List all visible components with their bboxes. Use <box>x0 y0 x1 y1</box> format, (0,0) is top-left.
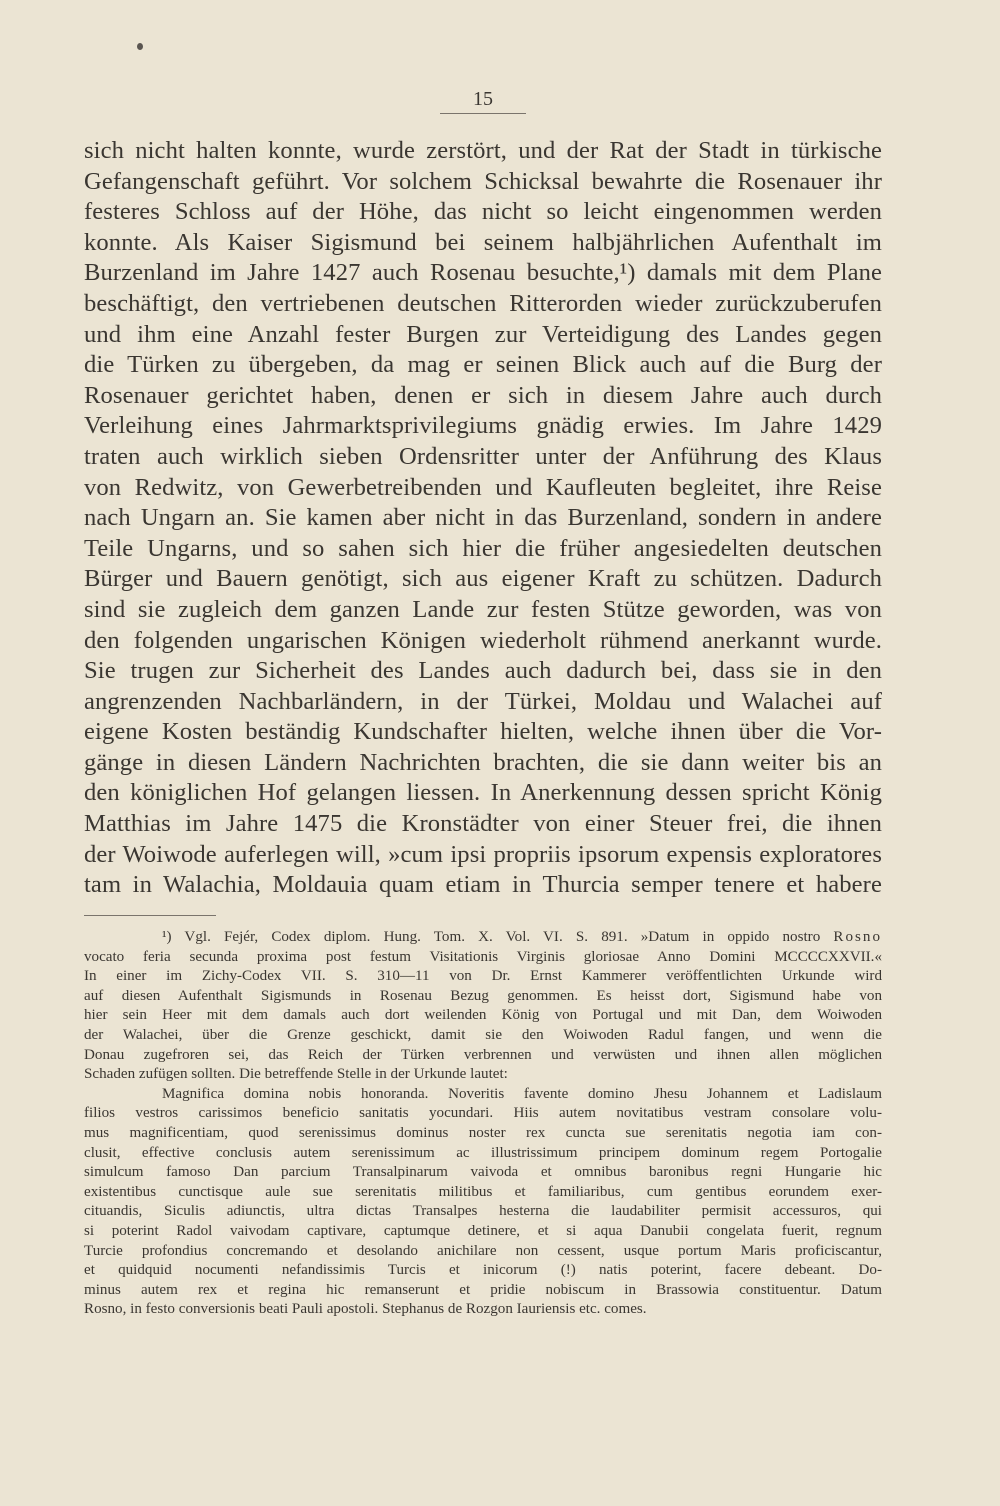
footnote-quote-line: cituandis, Siculis adiunctis, ultra dictas Transalpes hesterna die laudabiliter permisit accessuros, qui <box>84 1203 882 1220</box>
footnote-line: vocato feria secunda proxima post festum Visitationis Virginis gloriosae Anno Domini MCCCCXXVII.« <box>84 948 882 965</box>
footnote-line: auf diesen Aufenthalt Sigismunds in Rosenau Bezug genommen. Es heisst dort, Sigismund habe von <box>84 987 882 1004</box>
body-line: tam in Walachia, Moldauia quam etiam in Thurcia semper tenere et habere <box>84 871 882 899</box>
body-line: Burzenland im Jahre 1427 auch Rosenau besuchte,¹) damals mit dem Plane <box>84 259 882 287</box>
main-body-text <box>84 136 882 901</box>
footnote-text: ¹) Vgl. Fejér, Codex diplom. Hung. Tom. X. Vol. VI. S. 891. »Datum in oppido nostro <box>162 929 821 945</box>
footnote-line: In einer im Zichy-Codex VII. S. 310—11 von Dr. Ernst Kammerer veröffentlichten Urkunde wird <box>84 968 882 985</box>
body-line: sind sie zugleich dem ganzen Lande zur festen Stütze geworden, was von <box>84 595 882 623</box>
footnote-quote-line: si poterint Radol vaivodam captivare, captumque detinere, et si aqua Danubii congelata fuerit, regnum <box>84 1222 882 1239</box>
footnote-block <box>84 928 882 1320</box>
footnote-line <box>84 928 882 948</box>
footnote-line: Donau zugefroren sei, das Reich der Türken verbrennen und verwüsten und ihnen allen möglichen <box>84 1046 882 1063</box>
footnote-quote-line: filios vestros carissimos beneficio sanitatis yocundari. Hiis autem novitatibus vestram consolare volu- <box>84 1105 882 1122</box>
body-line: und ihm eine Anzahl fester Burgen zur Verteidigung des Landes gegen <box>84 320 882 348</box>
footnote-quote-line: et quidquid nocumenti nefandissimis Turcis et inicorum (!) natis poterint, facere debeant. Do- <box>84 1262 882 1279</box>
body-line: den folgenden ungarischen Königen wiederholt rühmend anerkannt wurde. <box>84 626 882 654</box>
body-line: nach Ungarn an. Sie kamen aber nicht in das Burzenland, sondern in andere <box>84 504 882 532</box>
footnote-quote-line: existentibus cunctisque aule sue serenitatis militibus et familiaribus, cum gentibus eorundem exer- <box>84 1183 882 1200</box>
body-line: konnte. Als Kaiser Sigismund bei seinem halbjährlichen Aufenthalt im <box>84 228 882 256</box>
footnote-line: der Walachei, über die Grenze geschickt, damit sie den Woiwoden Radul fangen, und wenn die <box>84 1026 882 1043</box>
body-line: die Türken zu übergeben, da mag er seinen Blick auch auf die Burg der <box>84 351 882 379</box>
body-line: Gefangenschaft geführt. Vor solchem Schicksal bewahrte die Rosenauer ihr <box>84 167 882 195</box>
footnote-quote-line: simulcum famoso Dan parcium Transalpinarum vaivoda et omnibus baronibus regni Hungarie hic <box>84 1164 882 1181</box>
body-line: Verleihung eines Jahrmarktsprivilegiums gnädig erwies. Im Jahre 1429 <box>84 412 882 440</box>
body-line: beschäftigt, den vertriebenen deutschen Ritterorden wieder zurückzuberufen <box>84 289 882 317</box>
body-line: eigene Kosten beständig Kundschafter hielten, welche ihnen über die Vor- <box>84 718 882 746</box>
body-line: den königlichen Hof gelangen liessen. In Anerkennung dessen spricht König <box>84 779 882 807</box>
footnote-line: hier sein Heer mit dem damals auch dort weilenden König von Portugal und mit Dan, dem Woiwoden <box>84 1007 882 1024</box>
body-line: festeres Schloss auf der Höhe, das nicht so leicht eingenommen werden <box>84 198 882 226</box>
footnote-quote-line: minus autem rex et regina hic remanserunt et pridie nobiscum in Brassowia constituentur. Datum <box>84 1281 882 1298</box>
footnote-spaced-word: Rosno <box>833 929 882 945</box>
body-line: Teile Ungarns, und so sahen sich hier die früher angesiedelten deutschen <box>84 534 882 562</box>
page-number: 15 <box>440 86 526 114</box>
footnote-quote-line: Magnifica domina nobis honoranda. Noveritis favente domino Jhesu Johannem et Ladislaum <box>162 1085 882 1102</box>
body-line: sich nicht halten konnte, wurde zerstört, und der Rat der Stadt in türkische <box>84 137 882 164</box>
body-line: traten auch wirklich sieben Ordensritter unter der Anführung des Klaus <box>84 442 882 470</box>
body-line: Bürger und Bauern genötigt, sich aus eigener Kraft zu schützen. Dadurch <box>84 565 882 593</box>
footnote-quote-line: Rosno, in festo conversionis beati Pauli apostoli. Stephanus de Rozgon Iauriensis etc. comes. <box>84 1301 647 1318</box>
body-line: der Woiwode auferlegen will, »cum ipsi propriis ipsorum expensis exploratores <box>84 840 882 868</box>
footnote-divider <box>84 915 216 916</box>
body-line: von Redwitz, von Gewerbetreibenden und Kaufleuten begleitet, ihre Reise <box>84 473 882 501</box>
ink-dot-mark <box>137 43 143 50</box>
body-line: gänge in diesen Ländern Nachrichten brachten, die sie dann weiter bis an <box>84 748 882 776</box>
footnote-quote-line: mus magnificentiam, quod serenissimus dominus noster rex cuncta sue serenitatis negotia iam con- <box>84 1124 882 1141</box>
footnote-line: Schaden zufügen sollten. Die betreffende Stelle in der Urkunde lautet: <box>84 1066 508 1083</box>
body-line: Sie trugen zur Sicherheit des Landes auch dadurch bei, dass sie in den <box>84 657 882 685</box>
body-line: Rosenauer gerichtet haben, denen er sich in diesem Jahre auch durch <box>84 381 882 409</box>
footnote-quote-line: Turcie profondius concremando et desolando anichilare non cessent, usque portum Maris proficiscantur, <box>84 1242 882 1259</box>
body-line: Matthias im Jahre 1475 die Kronstädter von einer Steuer frei, die ihnen <box>84 810 882 838</box>
footnote-quote-line: clusit, effective conclusis autem serenissimum ac illustrissimum principem dominum regem Portogalie <box>84 1144 882 1161</box>
body-line: angrenzenden Nachbarländern, in der Türkei, Moldau und Walachei auf <box>84 687 882 715</box>
